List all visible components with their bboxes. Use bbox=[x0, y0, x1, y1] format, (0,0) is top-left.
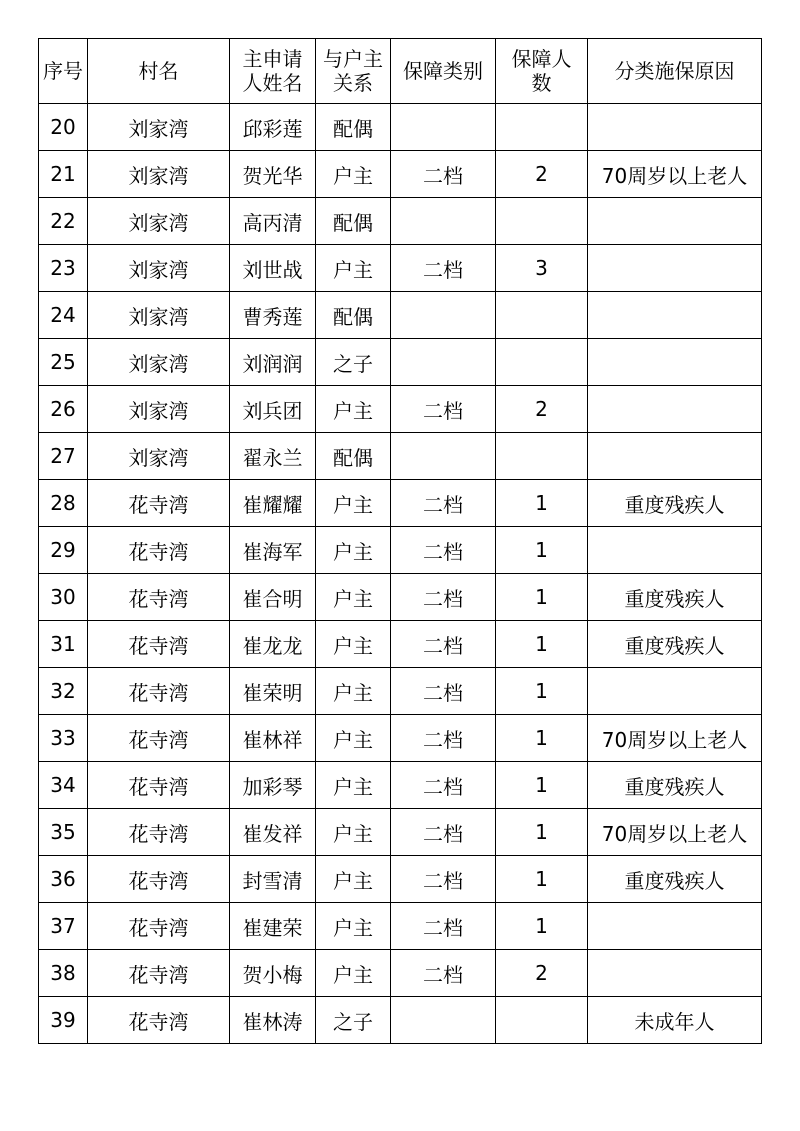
cell-assistance-category: 二档 bbox=[391, 574, 496, 621]
cell-serial-number: 23 bbox=[39, 245, 88, 292]
cell-serial-number: 26 bbox=[39, 386, 88, 433]
cell-classification-reason: 70周岁以上老人 bbox=[588, 715, 762, 762]
cell-assisted-count: 1 bbox=[496, 715, 588, 762]
table-row bbox=[39, 386, 762, 433]
cell-serial-number: 33 bbox=[39, 715, 88, 762]
table-row bbox=[39, 527, 762, 574]
table-row bbox=[39, 104, 762, 151]
cell-serial-number: 21 bbox=[39, 151, 88, 198]
cell-applicant-name: 崔海军 bbox=[230, 527, 316, 574]
cell-classification-reason bbox=[588, 292, 762, 339]
cell-assisted-count: 1 bbox=[496, 480, 588, 527]
cell-relation-to-head: 配偶 bbox=[316, 433, 391, 480]
cell-applicant-name: 刘兵团 bbox=[230, 386, 316, 433]
cell-classification-reason: 重度残疾人 bbox=[588, 621, 762, 668]
cell-assisted-count bbox=[496, 433, 588, 480]
assistance-roster-table bbox=[38, 38, 762, 1044]
cell-relation-to-head: 户主 bbox=[316, 950, 391, 997]
cell-serial-number: 29 bbox=[39, 527, 88, 574]
cell-applicant-name: 邱彩莲 bbox=[230, 104, 316, 151]
cell-applicant-name: 高丙清 bbox=[230, 198, 316, 245]
cell-assistance-category: 二档 bbox=[391, 715, 496, 762]
cell-village-name: 花寺湾 bbox=[88, 997, 230, 1044]
cell-relation-to-head: 之子 bbox=[316, 339, 391, 386]
table-row bbox=[39, 480, 762, 527]
cell-serial-number: 31 bbox=[39, 621, 88, 668]
cell-relation-to-head: 户主 bbox=[316, 151, 391, 198]
table-row bbox=[39, 950, 762, 997]
table-row bbox=[39, 997, 762, 1044]
cell-relation-to-head: 户主 bbox=[316, 245, 391, 292]
cell-relation-to-head: 户主 bbox=[316, 762, 391, 809]
cell-assisted-count bbox=[496, 198, 588, 245]
cell-serial-number: 34 bbox=[39, 762, 88, 809]
table-row bbox=[39, 809, 762, 856]
cell-assisted-count: 2 bbox=[496, 386, 588, 433]
table-row bbox=[39, 245, 762, 292]
header-applicant-name: 主申请人姓名 bbox=[230, 39, 316, 104]
cell-serial-number: 27 bbox=[39, 433, 88, 480]
cell-assisted-count: 2 bbox=[496, 950, 588, 997]
table-row bbox=[39, 292, 762, 339]
cell-classification-reason: 重度残疾人 bbox=[588, 762, 762, 809]
header-classification-reason: 分类施保原因 bbox=[588, 39, 762, 104]
cell-assisted-count bbox=[496, 292, 588, 339]
cell-applicant-name: 崔建荣 bbox=[230, 903, 316, 950]
cell-classification-reason: 重度残疾人 bbox=[588, 480, 762, 527]
cell-assisted-count bbox=[496, 997, 588, 1044]
header-relation-to-head: 与户主关系 bbox=[316, 39, 391, 104]
cell-assistance-category: 二档 bbox=[391, 903, 496, 950]
cell-village-name: 花寺湾 bbox=[88, 574, 230, 621]
cell-relation-to-head: 配偶 bbox=[316, 104, 391, 151]
cell-assistance-category: 二档 bbox=[391, 762, 496, 809]
cell-classification-reason bbox=[588, 386, 762, 433]
cell-village-name: 刘家湾 bbox=[88, 245, 230, 292]
cell-village-name: 刘家湾 bbox=[88, 386, 230, 433]
header-village-name: 村名 bbox=[88, 39, 230, 104]
cell-assisted-count: 1 bbox=[496, 527, 588, 574]
cell-applicant-name: 加彩琴 bbox=[230, 762, 316, 809]
table-row bbox=[39, 668, 762, 715]
cell-serial-number: 25 bbox=[39, 339, 88, 386]
cell-village-name: 花寺湾 bbox=[88, 715, 230, 762]
cell-assistance-category bbox=[391, 292, 496, 339]
cell-assistance-category: 二档 bbox=[391, 950, 496, 997]
cell-classification-reason bbox=[588, 245, 762, 292]
table-row bbox=[39, 715, 762, 762]
cell-classification-reason bbox=[588, 903, 762, 950]
cell-relation-to-head: 之子 bbox=[316, 997, 391, 1044]
cell-classification-reason bbox=[588, 668, 762, 715]
cell-assistance-category: 二档 bbox=[391, 621, 496, 668]
table-row bbox=[39, 151, 762, 198]
cell-village-name: 花寺湾 bbox=[88, 856, 230, 903]
cell-applicant-name: 崔合明 bbox=[230, 574, 316, 621]
cell-assistance-category: 二档 bbox=[391, 245, 496, 292]
cell-relation-to-head: 户主 bbox=[316, 856, 391, 903]
cell-relation-to-head: 户主 bbox=[316, 668, 391, 715]
cell-applicant-name: 崔林祥 bbox=[230, 715, 316, 762]
cell-classification-reason bbox=[588, 339, 762, 386]
header-assistance-category: 保障类别 bbox=[391, 39, 496, 104]
cell-village-name: 花寺湾 bbox=[88, 621, 230, 668]
cell-assisted-count: 1 bbox=[496, 574, 588, 621]
cell-assistance-category bbox=[391, 104, 496, 151]
cell-classification-reason: 未成年人 bbox=[588, 997, 762, 1044]
cell-assisted-count: 1 bbox=[496, 621, 588, 668]
table-row bbox=[39, 339, 762, 386]
table-header-row bbox=[39, 39, 762, 104]
cell-serial-number: 35 bbox=[39, 809, 88, 856]
cell-assisted-count bbox=[496, 104, 588, 151]
cell-serial-number: 22 bbox=[39, 198, 88, 245]
cell-relation-to-head: 户主 bbox=[316, 809, 391, 856]
cell-applicant-name: 崔发祥 bbox=[230, 809, 316, 856]
cell-assistance-category bbox=[391, 997, 496, 1044]
table-row bbox=[39, 856, 762, 903]
cell-classification-reason bbox=[588, 104, 762, 151]
cell-serial-number: 38 bbox=[39, 950, 88, 997]
cell-relation-to-head: 配偶 bbox=[316, 292, 391, 339]
cell-applicant-name: 贺小梅 bbox=[230, 950, 316, 997]
table-row bbox=[39, 574, 762, 621]
cell-serial-number: 37 bbox=[39, 903, 88, 950]
cell-relation-to-head: 户主 bbox=[316, 621, 391, 668]
cell-relation-to-head: 户主 bbox=[316, 386, 391, 433]
cell-assistance-category: 二档 bbox=[391, 151, 496, 198]
cell-applicant-name: 刘世战 bbox=[230, 245, 316, 292]
cell-serial-number: 32 bbox=[39, 668, 88, 715]
cell-village-name: 刘家湾 bbox=[88, 339, 230, 386]
cell-classification-reason: 70周岁以上老人 bbox=[588, 809, 762, 856]
cell-assisted-count: 1 bbox=[496, 668, 588, 715]
cell-applicant-name: 崔荣明 bbox=[230, 668, 316, 715]
cell-village-name: 花寺湾 bbox=[88, 809, 230, 856]
cell-village-name: 花寺湾 bbox=[88, 950, 230, 997]
cell-classification-reason bbox=[588, 527, 762, 574]
cell-village-name: 刘家湾 bbox=[88, 104, 230, 151]
cell-relation-to-head: 配偶 bbox=[316, 198, 391, 245]
cell-applicant-name: 封雪清 bbox=[230, 856, 316, 903]
cell-classification-reason: 70周岁以上老人 bbox=[588, 151, 762, 198]
cell-assistance-category: 二档 bbox=[391, 386, 496, 433]
table-row bbox=[39, 621, 762, 668]
cell-relation-to-head: 户主 bbox=[316, 715, 391, 762]
cell-classification-reason bbox=[588, 433, 762, 480]
cell-relation-to-head: 户主 bbox=[316, 480, 391, 527]
cell-village-name: 刘家湾 bbox=[88, 151, 230, 198]
cell-assistance-category: 二档 bbox=[391, 856, 496, 903]
cell-serial-number: 28 bbox=[39, 480, 88, 527]
cell-classification-reason bbox=[588, 950, 762, 997]
cell-assistance-category: 二档 bbox=[391, 809, 496, 856]
cell-assisted-count bbox=[496, 339, 588, 386]
cell-assistance-category bbox=[391, 433, 496, 480]
cell-applicant-name: 贺光华 bbox=[230, 151, 316, 198]
cell-assistance-category: 二档 bbox=[391, 480, 496, 527]
cell-village-name: 花寺湾 bbox=[88, 762, 230, 809]
cell-serial-number: 39 bbox=[39, 997, 88, 1044]
header-serial-number: 序号 bbox=[39, 39, 88, 104]
cell-applicant-name: 崔龙龙 bbox=[230, 621, 316, 668]
cell-relation-to-head: 户主 bbox=[316, 527, 391, 574]
cell-village-name: 刘家湾 bbox=[88, 292, 230, 339]
cell-assisted-count: 2 bbox=[496, 151, 588, 198]
cell-relation-to-head: 户主 bbox=[316, 574, 391, 621]
cell-village-name: 花寺湾 bbox=[88, 527, 230, 574]
table-row bbox=[39, 198, 762, 245]
cell-applicant-name: 崔耀耀 bbox=[230, 480, 316, 527]
cell-classification-reason: 重度残疾人 bbox=[588, 574, 762, 621]
header-assisted-count: 保障人数 bbox=[496, 39, 588, 104]
table-body bbox=[39, 104, 762, 1044]
cell-applicant-name: 曹秀莲 bbox=[230, 292, 316, 339]
cell-applicant-name: 刘润润 bbox=[230, 339, 316, 386]
cell-applicant-name: 翟永兰 bbox=[230, 433, 316, 480]
cell-village-name: 刘家湾 bbox=[88, 433, 230, 480]
cell-assisted-count: 1 bbox=[496, 856, 588, 903]
cell-assistance-category bbox=[391, 198, 496, 245]
cell-assisted-count: 3 bbox=[496, 245, 588, 292]
cell-serial-number: 20 bbox=[39, 104, 88, 151]
table-row bbox=[39, 762, 762, 809]
cell-relation-to-head: 户主 bbox=[316, 903, 391, 950]
cell-assisted-count: 1 bbox=[496, 903, 588, 950]
cell-assisted-count: 1 bbox=[496, 762, 588, 809]
cell-assistance-category: 二档 bbox=[391, 527, 496, 574]
cell-applicant-name: 崔林涛 bbox=[230, 997, 316, 1044]
cell-serial-number: 30 bbox=[39, 574, 88, 621]
cell-village-name: 花寺湾 bbox=[88, 668, 230, 715]
cell-assistance-category: 二档 bbox=[391, 668, 496, 715]
cell-village-name: 花寺湾 bbox=[88, 480, 230, 527]
table-row bbox=[39, 903, 762, 950]
cell-classification-reason bbox=[588, 198, 762, 245]
cell-classification-reason: 重度残疾人 bbox=[588, 856, 762, 903]
cell-assistance-category bbox=[391, 339, 496, 386]
table-row bbox=[39, 433, 762, 480]
cell-assisted-count: 1 bbox=[496, 809, 588, 856]
cell-village-name: 花寺湾 bbox=[88, 903, 230, 950]
cell-village-name: 刘家湾 bbox=[88, 198, 230, 245]
cell-serial-number: 24 bbox=[39, 292, 88, 339]
cell-serial-number: 36 bbox=[39, 856, 88, 903]
